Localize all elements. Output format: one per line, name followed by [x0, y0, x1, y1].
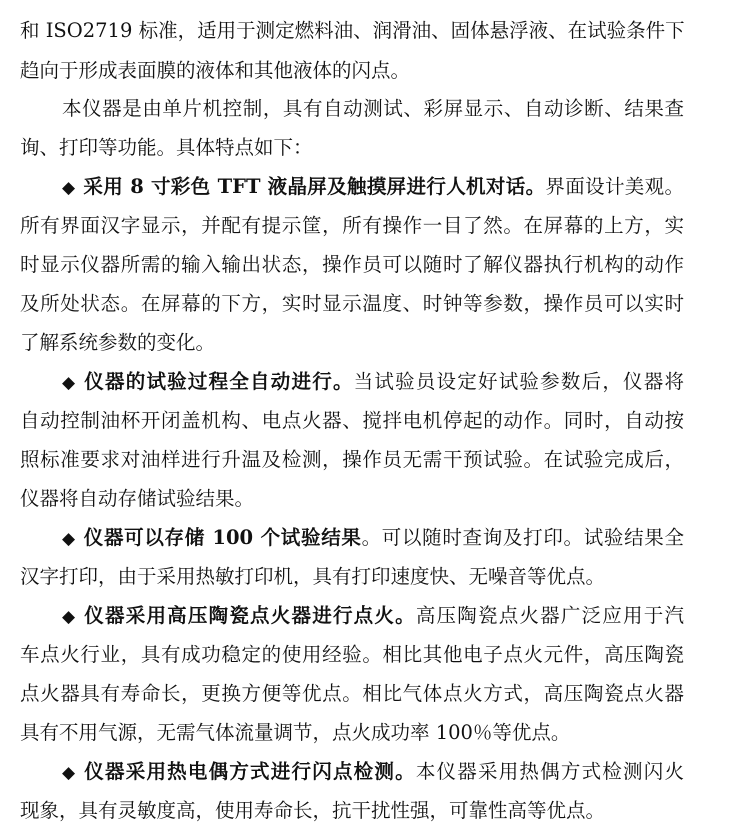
feature-4-title: 仪器采用高压陶瓷点火器进行点火。 — [84, 604, 416, 627]
feature-5-text: 本仪器采用热偶方式检测闪火 — [415, 760, 684, 783]
intro-line-1: 和 ISO2719 标准，适用于测定燃料油、润滑油、固体悬浮液、在试验条件下 — [20, 19, 685, 42]
feature-4-text: 高压陶瓷点火器广泛应用于汽 — [415, 604, 684, 627]
feature-1-line: 时显示仪器所需的输入输出状态，操作员可以随时了解仪器执行机构的动作 — [20, 253, 684, 276]
feature-4-first-line — [62, 603, 684, 630]
overview-line-1: 本仪器是由单片机控制，具有自动测试、彩屏显示、自动诊断、结果查 — [62, 97, 684, 120]
diamond-bullet-icon: ◆ — [62, 763, 77, 783]
feature-2-line: 仪器将自动存储试验结果。 — [20, 487, 255, 510]
diamond-bullet-icon: ◆ — [62, 373, 77, 393]
intro-line-2: 趋向于形成表面膜的液体和其他液体的闪点。 — [20, 59, 411, 82]
feature-4-line: 具有不用气源，无需气体流量调节，点火成功率 100％等优点。 — [20, 721, 571, 744]
feature-4-line: 车点火行业，具有成功稳定的使用经验。相比其他电子点火元件，高压陶瓷 — [20, 643, 684, 666]
overview-line-2: 询、打印等功能。具体特点如下： — [20, 136, 313, 159]
feature-2-line: 自动控制油杯开闭盖机构、电点火器、搅拌电机停起的动作。同时，自动按 — [20, 409, 684, 432]
feature-3-title: 仪器可以存储 100 个试验结果 — [83, 526, 362, 549]
feature-2-title: 仪器的试验过程全自动进行。 — [84, 370, 354, 393]
diamond-bullet-icon: ◆ — [62, 178, 76, 198]
diamond-bullet-icon: ◆ — [62, 529, 76, 549]
feature-1-line: 所有界面汉字显示，并配有提示筐，所有操作一目了然。在屏幕的上方，实 — [20, 214, 684, 237]
feature-1-text: 界面设计美观。 — [545, 175, 684, 198]
feature-3-line: 汉字打印，由于采用热敏打印机，具有打印速度快、无噪音等优点。 — [20, 565, 606, 588]
feature-1-first-line — [62, 174, 684, 201]
feature-2-line: 照标准要求对油样进行升温及检测，操作员无需干预试验。在试验完成后， — [20, 448, 684, 471]
feature-4-line: 点火器具有寿命长，更换方便等优点。相比气体点火方式，高压陶瓷点火器 — [20, 682, 684, 705]
diamond-bullet-icon: ◆ — [62, 607, 77, 627]
feature-3-text: 。可以随时查询及打印。试验结果全 — [361, 526, 684, 549]
feature-5-line: 现象，具有灵敏度高，使用寿命长，抗干扰性强，可靠性高等优点。 — [20, 799, 606, 822]
feature-1-line: 及所处状态。在屏幕的下方，实时显示温度、时钟等参数，操作员可以实时 — [20, 292, 684, 315]
feature-1-line: 了解系统参数的变化。 — [20, 331, 216, 354]
feature-2-first-line — [62, 369, 684, 396]
feature-1-title: 采用 8 寸彩色 TFT 液晶屏及触摸屏进行人机对话。 — [83, 175, 546, 198]
feature-3-first-line — [62, 525, 684, 552]
feature-2-text: 当试验员设定好试验参数后，仪器将 — [353, 370, 684, 393]
feature-5-first-line — [62, 759, 684, 786]
feature-5-title: 仪器采用热电偶方式进行闪点检测。 — [84, 760, 416, 783]
